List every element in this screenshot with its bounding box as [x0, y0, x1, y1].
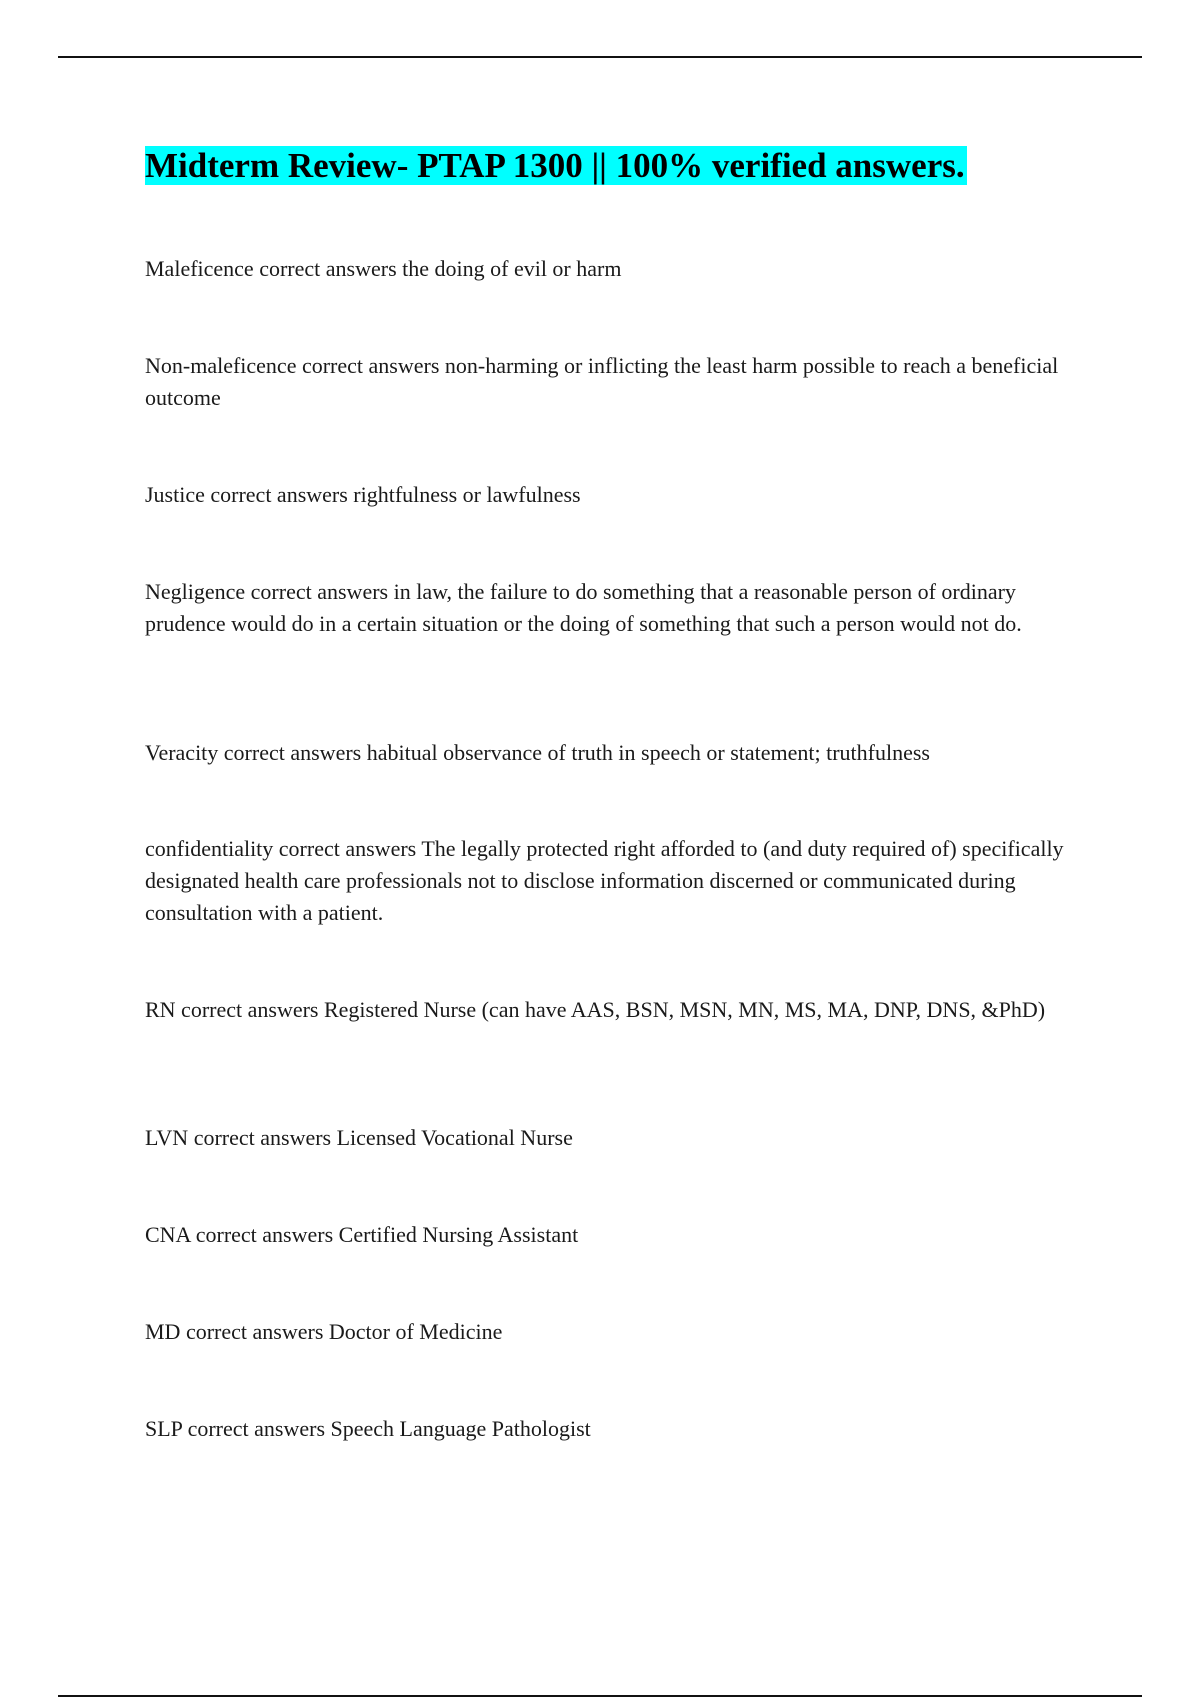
entry-veracity: Veracity correct answers habitual observance of truth in speech or statement; truthfulness	[145, 740, 930, 765]
entry-rn: RN correct answers Registered Nurse (can have AAS, BSN, MSN, MN, MS, MA, DNP, DNS, &PhD)	[145, 997, 1046, 1022]
entry-maleficence: Maleficence correct answers the doing of evil or harm	[145, 256, 622, 281]
entry-cna: CNA correct answers Certified Nursing Assistant	[145, 1222, 579, 1247]
title-highlight: Midterm Review- PTAP 1300 || 100% verified answers.	[145, 146, 965, 185]
entry-justice: Justice correct answers rightfulness or lawfulness	[145, 482, 581, 507]
entry-negligence: Negligence correct answers in law, the failure to do something that a reasonable person of ordinary prudence would do in a certain situation or the doing of something that such a person would not do.	[145, 579, 1022, 636]
entry-slp: SLP correct answers Speech Language Pathologist	[145, 1416, 591, 1441]
entry-md: MD correct answers Doctor of Medicine	[145, 1319, 503, 1344]
entry-confidentiality: confidentiality correct answers The legally protected right afforded to (and duty required of) specifically designated health care professionals not to disclose information discerned or communicated during consultation with a patient.	[145, 836, 1064, 925]
page-title	[145, 144, 967, 188]
bottom-rule	[58, 1695, 1142, 1697]
top-rule	[58, 56, 1142, 58]
entry-non-maleficence: Non-maleficence correct answers non-harming or inflicting the least harm possible to reach a beneficial outcome	[145, 353, 1059, 410]
entry-lvn: LVN correct answers Licensed Vocational Nurse	[145, 1125, 573, 1150]
